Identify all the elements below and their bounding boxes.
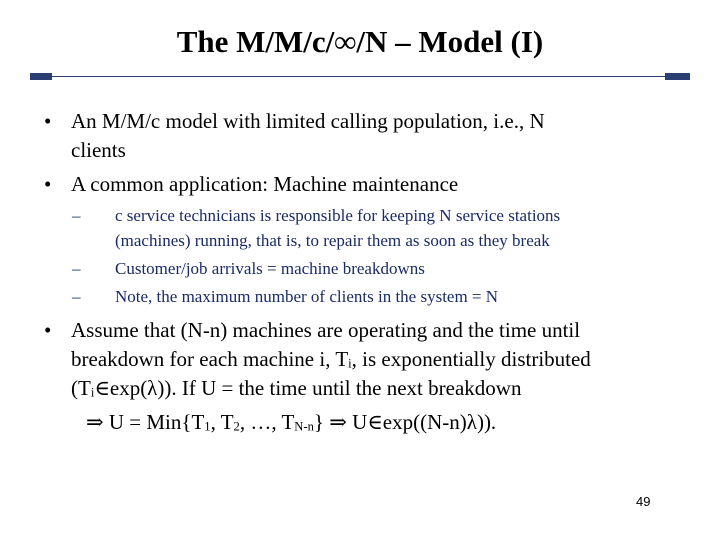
implies-icon: ⇒ <box>329 410 347 434</box>
bullet-text <box>71 374 521 407</box>
bullet-icon: • <box>44 318 52 342</box>
formula-part: U = Min{T <box>108 410 205 434</box>
subscript: i <box>348 356 352 371</box>
subscript: 2 <box>233 419 240 434</box>
subbullet-text: (machines) running, that is, to repair them as soon as they break <box>115 231 550 250</box>
subbullet-text: c service technicians is responsible for keeping N service stations <box>115 206 561 225</box>
bullet-text-part: (T <box>71 376 91 400</box>
dash-icon: – <box>72 259 81 278</box>
subbullet-text: Note, the maximum number of clients in the system = N <box>115 287 499 306</box>
formula-part: } <box>313 410 324 434</box>
formula-part: , T <box>210 410 234 434</box>
bullet-text-part: ∈exp(λ)). If U = the time until the next breakdown <box>94 376 522 400</box>
subscript: i <box>90 385 95 400</box>
subscript: 1 <box>204 419 211 434</box>
subscript: N-n <box>294 419 314 434</box>
page-number: 49 <box>636 494 651 509</box>
bullet-text-part: is exponentially distributed <box>362 347 591 371</box>
implies-icon: ⇒ <box>86 410 104 434</box>
slide-title: The M/M/c/∞/N – Model (I) <box>176 24 544 59</box>
bullet-icon: • <box>44 109 52 133</box>
bullet-icon: • <box>44 172 52 196</box>
subbullet-text: Customer/job arrivals = machine breakdowns <box>115 259 425 278</box>
dash-icon: – <box>72 287 81 306</box>
bullet-text: clients <box>71 138 126 162</box>
bullet-text: breakdown for each machine i, $T_i$, is exponentially distributed <box>71 347 591 371</box>
formula-line <box>86 408 496 441</box>
rule-block-right <box>665 73 690 80</box>
bullet-text: An M/M/c model with limited calling population, i.e., N <box>71 109 545 133</box>
formula-part: , …, T <box>239 410 295 434</box>
rule-block-left <box>30 73 52 80</box>
dash-icon: – <box>72 206 81 225</box>
bullet-text-part: breakdown for each machine i, T <box>71 347 349 371</box>
bullet-text: A common application: Machine maintenance <box>71 172 459 196</box>
formula-part: U∈exp((N-n)λ)). <box>352 410 497 434</box>
title-rule <box>0 73 720 81</box>
rule-line <box>52 76 690 77</box>
bullet-text: Assume that (N-n) machines are operating and the time until <box>71 318 581 342</box>
